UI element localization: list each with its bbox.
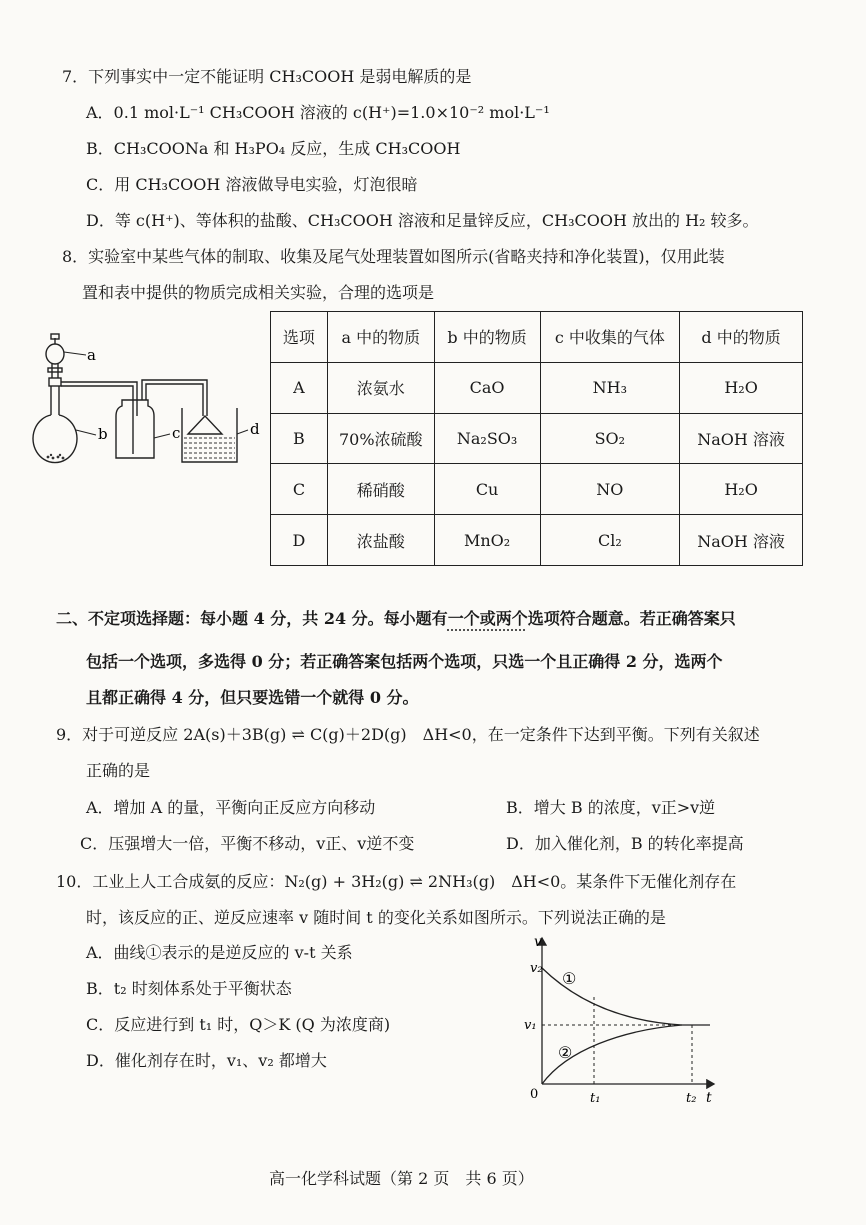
apparatus-diagram: [22, 330, 272, 480]
section2-text: 二、不定项选择题：每小题 4 分，共 24 分。每小题有: [56, 609, 448, 628]
label-d: d: [250, 420, 260, 438]
q9-option-d: D．加入催化剂，B 的转化率提高: [506, 834, 744, 853]
q10-option-d: D．催化剂存在时，v₁、v₂ 都增大: [86, 1051, 327, 1070]
q10-option-a: A．曲线①表示的是逆反应的 v-t 关系: [86, 943, 353, 962]
table-cell: NO: [540, 464, 680, 515]
table-cell: 稀硝酸: [327, 464, 434, 515]
table-cell: H₂O: [680, 464, 803, 515]
table-cell: SO₂: [540, 413, 680, 464]
axis-label-t: t: [706, 1090, 712, 1106]
table-cell: H₂O: [680, 362, 803, 413]
table-cell: NaOH 溶液: [680, 515, 803, 566]
table-row: [271, 413, 803, 464]
table-cell: B: [271, 413, 328, 464]
table-cell: Na₂SO₃: [434, 413, 540, 464]
section2-instructions-line1: [56, 608, 736, 630]
section2-text: 选项符合题意。若正确答案只: [527, 609, 736, 628]
tick-t2: t₂: [686, 1091, 697, 1106]
q9-stem-line1: 9．对于可逆反应 2A(s)＋3B(g) ⇌ C(g)＋2D(g) ΔH<0，在一定条件下达到平衡。下列有关叙述: [56, 725, 760, 744]
table-header: d 中的物质: [680, 312, 803, 363]
table-cell: NaOH 溶液: [680, 413, 803, 464]
table-cell: 70%浓硫酸: [327, 413, 434, 464]
q9-option-c: C．压强增大一倍，平衡不移动，v正、v逆不变: [80, 834, 415, 853]
table-header-row: [271, 312, 803, 363]
tick-v2: v₂: [530, 961, 543, 976]
q10-stem-line1: 10．工业上人工合成氨的反应：N₂(g) + 3H₂(g) ⇌ 2NH₃(g) ΔH<0。某条件下无催化剂存在: [56, 872, 737, 891]
tick-v1: v₁: [524, 1018, 537, 1033]
q8-options-table: [270, 311, 803, 566]
page-footer: 高一化学科试题（第 2 页 共 6 页）: [269, 1169, 534, 1188]
section2-instructions-line3: 且都正确得 4 分，但只要选错一个就得 0 分。: [86, 688, 419, 707]
label-b: b: [98, 425, 108, 443]
table-header: a 中的物质: [327, 312, 434, 363]
table-cell: A: [271, 362, 328, 413]
table-cell: C: [271, 464, 328, 515]
q7-option-b: B．CH₃COONa 和 H₃PO₄ 反应，生成 CH₃COOH: [86, 139, 461, 158]
table-cell: MnO₂: [434, 515, 540, 566]
q7-option-a: A．0.1 mol·L⁻¹ CH₃COOH 溶液的 c(H⁺)=1.0×10⁻² mol·L⁻¹: [86, 103, 550, 122]
table-cell: D: [271, 515, 328, 566]
q10-stem-line2: 时，该反应的正、逆反应速率 v 随时间 t 的变化关系如图所示。下列说法正确的是: [86, 908, 666, 927]
origin-label: 0: [530, 1087, 539, 1102]
q9-stem-line2: 正确的是: [86, 761, 151, 780]
table-cell: Cl₂: [540, 515, 680, 566]
table-cell: 浓氨水: [327, 362, 434, 413]
table-cell: CaO: [434, 362, 540, 413]
q7-option-d: D．等 c(H⁺)、等体积的盐酸、CH₃COOH 溶液和足量锌反应，CH₃COOH 放出的 H₂ 较多。: [86, 211, 759, 230]
table-header: b 中的物质: [434, 312, 540, 363]
q8-stem-line2: 置和表中提供的物质完成相关实验，合理的选项是: [82, 283, 435, 302]
table-row: [271, 515, 803, 566]
section2-instructions-line2: 包括一个选项，多选得 0 分；若正确答案包括两个选项，只选一个且正确得 2 分，选两个: [86, 652, 723, 671]
tick-t1: t₁: [590, 1091, 601, 1106]
table-header: 选项: [271, 312, 328, 363]
curve-2-label: ②: [558, 1043, 573, 1062]
q10-option-b: B．t₂ 时刻体系处于平衡状态: [86, 979, 292, 998]
q9-option-a: A．增加 A 的量，平衡向正反应方向移动: [86, 798, 376, 817]
label-c: c: [172, 424, 181, 442]
rate-time-graph: [522, 932, 722, 1108]
curve-1-label: ①: [562, 969, 577, 988]
section2-emphasis: 一个或两个: [447, 609, 528, 628]
q8-stem-line1: 8．实验室中某些气体的制取、收集及尾气处理装置如图所示(省略夹持和净化装置)，仅用此装: [62, 247, 725, 266]
axis-label-v: v: [534, 934, 542, 950]
q10-option-c: C．反应进行到 t₁ 时，Q＞K (Q 为浓度商): [86, 1015, 391, 1034]
table-row: [271, 464, 803, 515]
q9-option-b: B．增大 B 的浓度，v正>v逆: [506, 798, 716, 817]
table-cell: NH₃: [540, 362, 680, 413]
table-row: [271, 362, 803, 413]
q7-option-c: C．用 CH₃COOH 溶液做导电实验，灯泡很暗: [86, 175, 418, 194]
label-a: a: [87, 346, 96, 364]
table-header: c 中收集的气体: [540, 312, 680, 363]
q7-stem: 7．下列事实中一定不能证明 CH₃COOH 是弱电解质的是: [62, 67, 472, 86]
table-cell: 浓盐酸: [327, 515, 434, 566]
table-cell: Cu: [434, 464, 540, 515]
